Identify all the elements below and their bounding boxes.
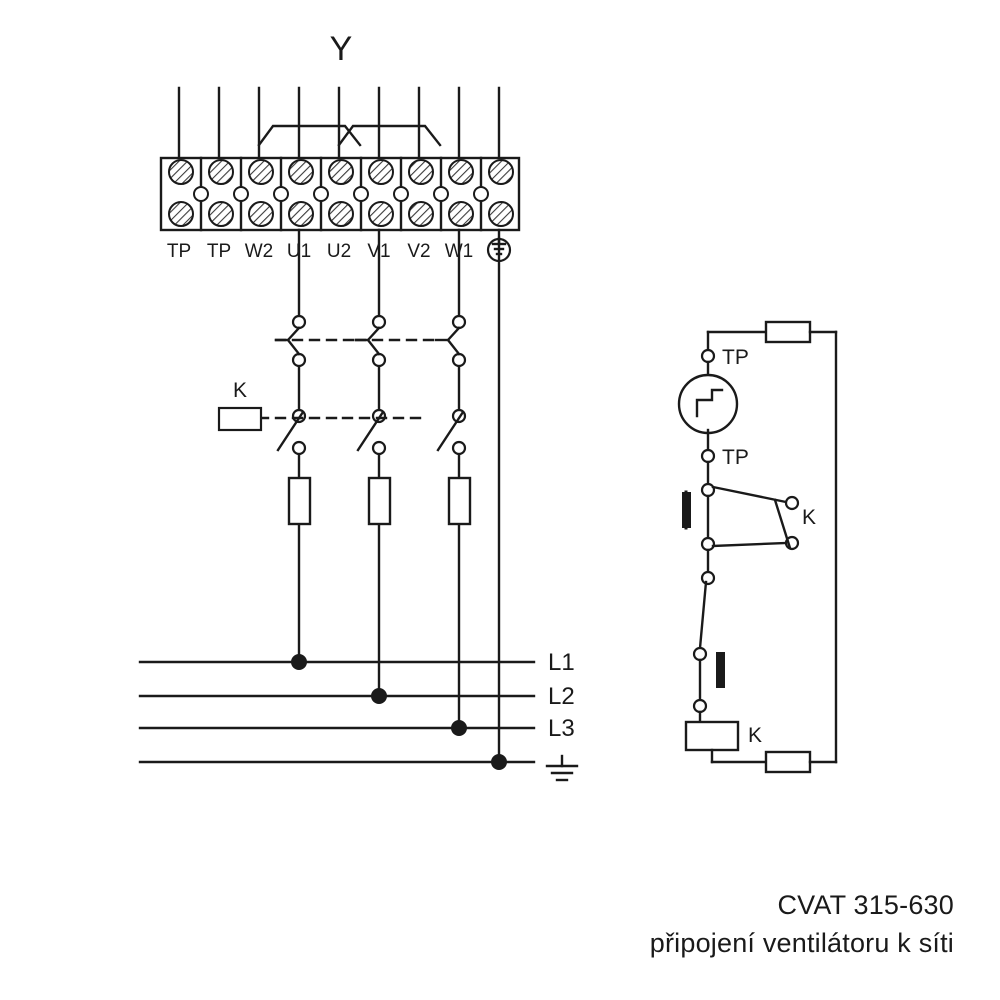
caption-title: CVAT 315-630 bbox=[777, 890, 954, 920]
phase-labels bbox=[548, 649, 575, 742]
svg-text:L1: L1 bbox=[548, 649, 575, 676]
thermal-contact-body bbox=[679, 375, 737, 450]
svg-text:U1: U1 bbox=[286, 241, 312, 262]
svg-text:TP: TP bbox=[206, 241, 232, 262]
earth-line-icon bbox=[547, 756, 577, 780]
svg-text:TP: TP bbox=[722, 446, 749, 469]
terminal-block bbox=[161, 158, 519, 230]
svg-text:V2: V2 bbox=[407, 241, 431, 262]
star-bridge-links bbox=[259, 126, 440, 145]
caption-subtitle: připojení ventilátoru k síti bbox=[649, 928, 954, 958]
svg-text:U2: U2 bbox=[326, 241, 352, 262]
svg-text:TP: TP bbox=[722, 346, 749, 369]
svg-text:K: K bbox=[802, 506, 817, 529]
supply-junction-dots bbox=[291, 654, 507, 770]
svg-text:Y: Y bbox=[329, 30, 353, 68]
connection-type-label bbox=[330, 30, 353, 68]
svg-text:W1: W1 bbox=[444, 241, 474, 262]
supply-lines bbox=[140, 662, 534, 762]
control-switch-block bbox=[682, 484, 816, 550]
overload-contacts bbox=[276, 316, 465, 366]
svg-text:K: K bbox=[748, 724, 763, 747]
svg-text:TP: TP bbox=[166, 241, 192, 262]
contactor-main-contacts bbox=[219, 379, 465, 454]
terminal-labels bbox=[167, 241, 473, 262]
control-lower-branch bbox=[694, 550, 725, 722]
phase-fuses bbox=[289, 478, 470, 524]
thermal-protection-bottom bbox=[702, 446, 749, 484]
svg-text:W2: W2 bbox=[244, 241, 274, 262]
thermal-protection-top bbox=[702, 346, 749, 378]
motor-lead-wires bbox=[179, 88, 499, 158]
svg-text:L3: L3 bbox=[548, 715, 575, 742]
svg-text:V1: V1 bbox=[367, 241, 391, 262]
control-coil-k bbox=[686, 722, 836, 772]
svg-text:K: K bbox=[232, 379, 248, 402]
svg-text:L2: L2 bbox=[548, 683, 575, 710]
